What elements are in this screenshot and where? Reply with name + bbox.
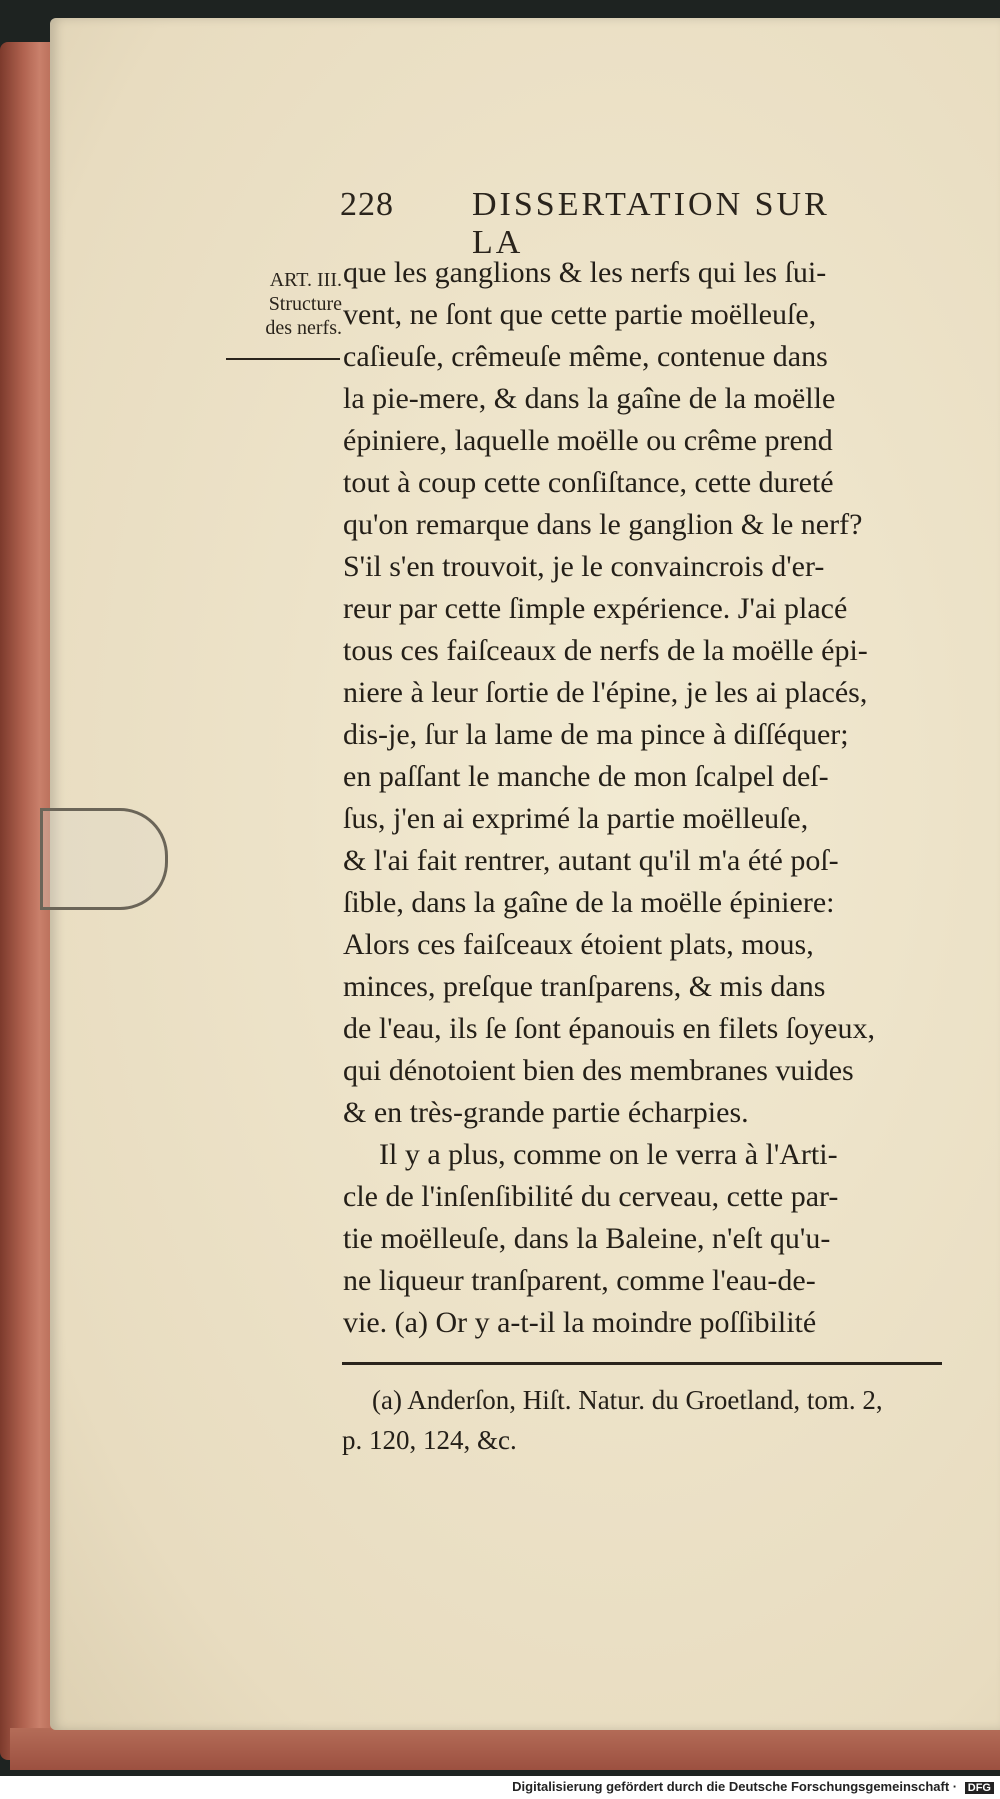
- running-title: DISSERTATION SUR LA: [472, 186, 830, 261]
- scanner-thumb-holder: [40, 808, 168, 910]
- text-line: en paſſant le manche de mon ſcalpel deſ-: [343, 760, 829, 793]
- running-head: [340, 186, 860, 261]
- margin-note-line: des nerfs.: [265, 317, 342, 339]
- text-line: Alors ces faiſceaux étoient plats, mous,: [343, 928, 814, 961]
- page-number: 228: [340, 186, 394, 223]
- margin-note-line: Structure: [268, 293, 342, 315]
- book-bottom-edge: [10, 1728, 1000, 1770]
- text-line: & l'ai fait rentrer, autant qu'il m'a été poſ-: [343, 844, 839, 877]
- footnote-line: p. 120, 124, &c.: [342, 1425, 517, 1455]
- credit-text: Digitalisierung gefördert durch die Deutsche Forschungsgemeinschaft ·: [512, 1779, 958, 1794]
- margin-rule: [226, 358, 340, 360]
- text-line: tie moëlleuſe, dans la Baleine, n'eſt qu'u-: [343, 1222, 831, 1255]
- footnote: [342, 1380, 942, 1460]
- text-line: ſus, j'en ai exprimé la partie moëlleuſe,: [343, 802, 809, 835]
- text-line: niere à leur ſortie de l'épine, je les ai placés,: [343, 676, 868, 709]
- text-line: minces, preſque tranſparens, & mis dans: [343, 970, 826, 1003]
- text-line: qu'on remarque dans le ganglion & le nerf?: [343, 508, 863, 541]
- text-line: ſible, dans la gaîne de la moëlle épiniere:: [343, 886, 835, 919]
- body-text: [343, 252, 943, 1344]
- text-line: Il y a plus, comme on le verra à l'Arti-: [379, 1138, 838, 1171]
- dfg-logo: DFG: [965, 1782, 994, 1794]
- margin-note: [222, 268, 342, 340]
- text-line: tout à coup cette conſiſtance, cette dureté: [343, 466, 834, 499]
- footnote-rule: [342, 1362, 942, 1365]
- digitization-credit: [512, 1779, 994, 1794]
- text-line: tous ces faiſceaux de nerfs de la moëlle épi-: [343, 634, 868, 667]
- text-line: vent, ne ſont que cette partie moëlleuſe,: [343, 298, 817, 331]
- margin-note-line: ART. III.: [269, 269, 342, 291]
- text-line: la pie-mere, & dans la gaîne de la moëlle: [343, 382, 836, 415]
- footnote-line: (a) Anderſon, Hiſt. Natur. du Groetland, tom. 2,: [372, 1385, 883, 1415]
- text-line: ne liqueur tranſparent, comme l'eau-de-: [343, 1264, 816, 1297]
- text-line: S'il s'en trouvoit, je le convaincrois d'er-: [343, 550, 825, 583]
- text-line: reur par cette ſimple expérience. J'ai placé: [343, 592, 848, 625]
- text-line: que les ganglions & les nerfs qui les ſui-: [343, 256, 827, 289]
- text-line: épiniere, laquelle moëlle ou crême prend: [343, 424, 833, 457]
- text-line: caſieuſe, crêmeuſe même, contenue dans: [343, 340, 828, 373]
- text-line: & en très-grande partie écharpies.: [343, 1096, 749, 1129]
- text-line: cle de l'inſenſibilité du cerveau, cette par-: [343, 1180, 839, 1213]
- text-line: de l'eau, ils ſe ſont épanouis en filets ſoyeux,: [343, 1012, 875, 1045]
- text-line: vie. (a) Or y a-t-il la moindre poſſibilité: [343, 1306, 817, 1339]
- text-line: dis-je, ſur la lame de ma pince à diſſéquer;: [343, 718, 849, 751]
- text-line: qui dénotoient bien des membranes vuides: [343, 1054, 854, 1087]
